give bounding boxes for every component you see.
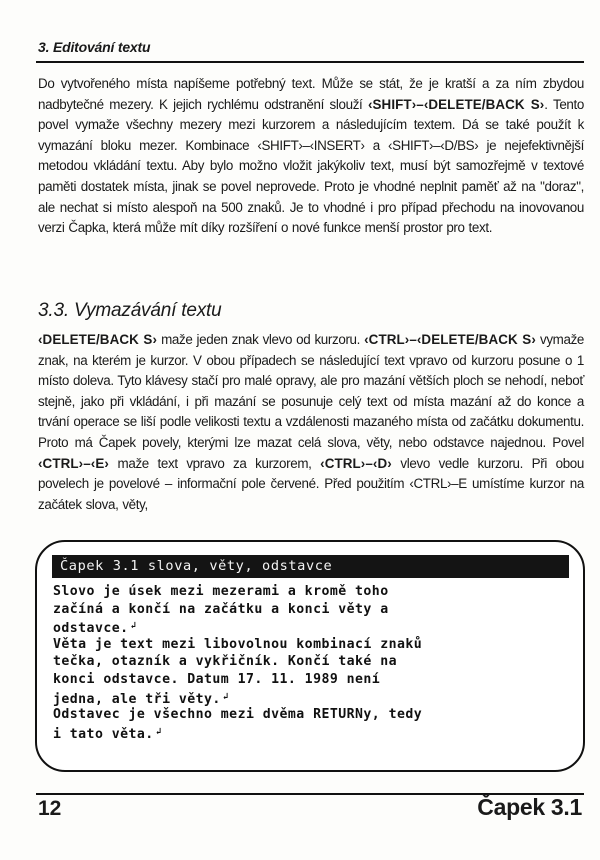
screen-text-line [53,706,573,724]
screen-line-text: začíná a končí na začátku a konci věty a [53,601,389,617]
screen-line-text: odstavce. [53,621,129,637]
screen-example-frame [35,540,585,772]
screen-text-line [53,583,573,601]
header-rule [36,61,584,63]
return-mark-icon: ↲ [130,621,137,632]
return-mark-icon: ↲ [155,726,162,737]
return-mark-icon: ↲ [222,691,229,702]
screen-line-text: tečka, otazník a vykřičník. Končí také na [53,654,397,670]
screen-line-text: Odstavec je všechno mezi dvěma RETURNy, tedy [53,707,423,723]
screen-text-area [53,583,573,741]
paragraph-text-deletion [38,330,584,515]
screen-text-line [53,653,573,671]
paragraph-run: maže jeden znak vlevo od kurzoru. [157,332,365,347]
screen-text-line [53,724,573,742]
paragraph-run: maže text vpravo za kurzorem, [108,455,321,471]
screen-line-text: jedna, ale tři věty. [53,691,221,707]
screen-text-line [53,671,573,689]
paragraph-run: Do vytvořeného místa napíšeme potřebný text. Může se stát, že je kratší a za ním zbydou nadbytečné mezery. K jejich rychlému odstranění slouží [38,76,584,112]
key-combination-text: ‹CTRL›–‹E› [38,455,109,471]
book-title: Čapek 3.1 [477,794,582,820]
screen-line-text: i tato věta. [53,726,154,742]
screen-line-text: Věta je text mezi libovolnou kombinací znaků [53,636,423,652]
key-combination-text: ‹SHIFT›–‹DELETE/BACK S› [367,96,545,112]
screen-line-text: konci odstavce. Datum 17. 11. 1989 není [53,671,381,687]
page-number: 12 [38,797,62,820]
paragraph-run: vlevo vedle kurzoru. Při obou povelech je povelové – informační pole červené. Před použitím ‹CTRL›–E umístíme kurzor na začátek slova, věty, [38,455,584,512]
running-head: 3. Editování textu [38,39,151,55]
screen-text-line [53,601,573,619]
paragraph-run: . Tento povel vymaže všechny mezery mezi kurzorem a následujícím textem. Dá se také použít k vymazání bloku mezer. Kombinace ‹SHIFT›–‹INSERT› a ‹SHIFT›–‹D/BS› je nejefektivnější metodou vkládání textu. Aby bylo možno vložit jakýkoliv text, musí být samozřejmě v textové paměti dostatek místa, jinak se povel neprovede. Proto je vhodné neplnit paměť až na "doraz", ale nechat si místo alespoň na 500 znaků. Je to vhodné i pro případ přechodu na inovovanou verzi Čapka, která může mít díky rozšíření o nové funkce menší prostor pro text. [38,96,584,236]
key-combination-text: ‹DELETE/BACK S› [38,332,158,347]
screen-text-line [53,689,573,707]
key-combination-text: ‹CTRL›–‹DELETE/BACK S› [364,332,536,347]
screen-line-text: Slovo je úsek mezi mezerami a kromě toho [53,584,389,599]
section-heading: 3.3. Vymazávání textu [38,300,222,321]
screen-text-line [53,618,573,636]
screen-text-line [53,636,573,654]
key-combination-text: ‹CTRL›–‹D› [320,455,392,471]
paragraph-text-insertion [38,74,584,239]
paragraph-run: vymaže znak, na kterém je kurzor. V obou případech se následující text vpravo od kurzoru posune o 1 místo doleva. Tyto klávesy stačí pro malé opravy, ale pro mazání větších ploch se nehodí, neboť stejně, jako při vkládání, i při mazání se posunuje celý text od místa mazání až do konce a trvání operace se liší podle velikosti textu a vzdálenosti mazaného místa od začátku dokumentu. Proto má Čapek povely, kterými lze mazat celá slova, věty, nebo odstavce najednou. Povel [38,332,585,450]
screen-title-bar: Čapek 3.1 slova, věty, odstavce [52,555,569,578]
